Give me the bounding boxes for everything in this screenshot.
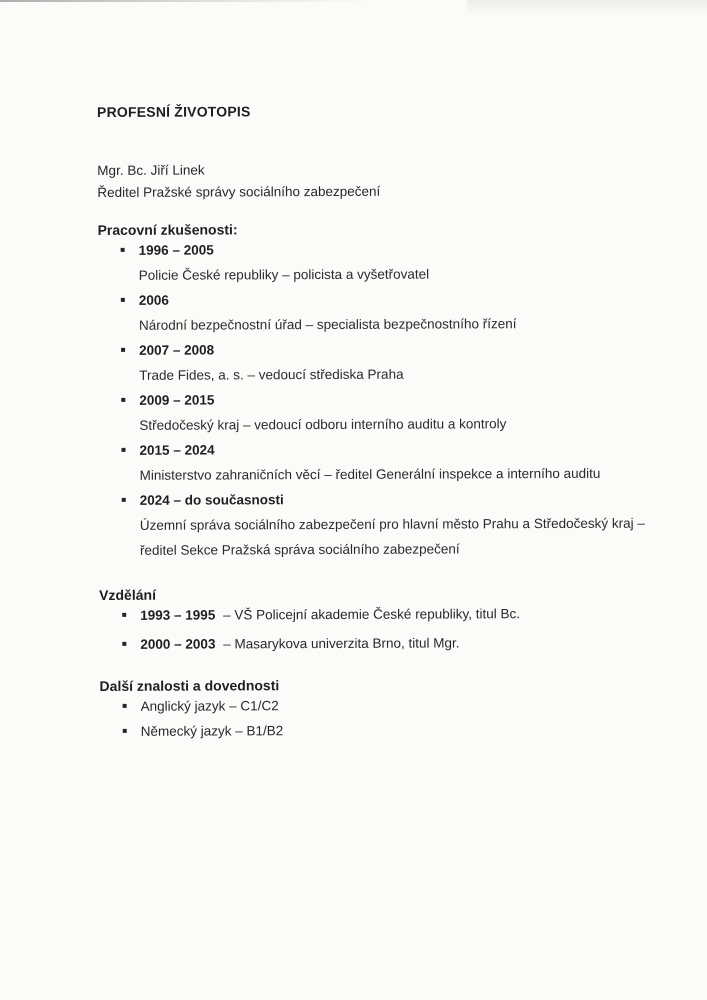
- education-detail: – Masarykova univerzita Brno, titul Mgr.: [223, 635, 460, 652]
- bullet-square-icon: [122, 613, 126, 617]
- bullet-square-icon: [122, 642, 126, 646]
- bullet-square-icon: [123, 729, 127, 733]
- bullet-square-icon: [123, 704, 127, 708]
- experience-item: [121, 435, 676, 487]
- position-description: Národní bezpečnostní úřad – specialista bezpečnostního řízení: [138, 316, 517, 333]
- experience-heading: Pracovní zkušenosti:: [97, 221, 238, 238]
- education-item: [122, 629, 677, 656]
- education-detail: – VŠ Policejní akademie České republiky, titul Bc.: [223, 606, 520, 623]
- skill-label: Německý jazyk – B1/B2: [140, 723, 284, 739]
- period-label: 2000 – 2003: [140, 636, 216, 652]
- cv-title: PROFESNÍ ŽIVOTOPIS: [97, 103, 251, 120]
- skill-item: [123, 691, 678, 718]
- education-list: [99, 600, 677, 657]
- skills-list: [100, 691, 678, 744]
- period-label: 2006: [138, 292, 169, 308]
- bullet-square-icon: [121, 248, 125, 252]
- position-description: Středočeský kraj – vedoucí odboru interního auditu a kontroly: [139, 416, 507, 433]
- skill-label: Anglický jazyk – C1/C2: [140, 698, 279, 714]
- position-description: Policie České republiky – policista a vyšetřovatel: [138, 266, 430, 283]
- period-label: 2024 – do současnosti: [139, 492, 284, 508]
- bullet-square-icon: [121, 398, 125, 402]
- person-block: [97, 157, 675, 204]
- experience-list: [98, 235, 677, 563]
- experience-item: [121, 385, 676, 437]
- scan-smudge-artifact: [467, 0, 707, 16]
- bullet-square-icon: [122, 448, 126, 452]
- person-role: Ředitel Pražské správy sociálního zabezpečení: [97, 183, 381, 200]
- period-label: 2015 – 2024: [139, 442, 215, 458]
- experience-item: [121, 235, 676, 287]
- experience-item: [121, 285, 676, 337]
- period-label: 1993 – 1995: [140, 607, 216, 623]
- bullet-square-icon: [121, 348, 125, 352]
- position-description: Ministerstvo zahraničních věcí – ředitel Generální inspekce a interního auditu: [139, 465, 601, 483]
- bullet-square-icon: [122, 498, 126, 502]
- experience-item: [122, 485, 677, 562]
- period-label: 2009 – 2015: [139, 392, 215, 408]
- period-label: 2007 – 2008: [139, 342, 215, 358]
- cv-page: [97, 101, 678, 744]
- education-heading: Vzdělání: [99, 586, 156, 603]
- bullet-square-icon: [121, 298, 125, 302]
- position-description: Trade Fides, a. s. – vedoucí střediska Praha: [139, 366, 404, 383]
- position-description: Územní správa sociálního zabezpečení pro hlavní město Prahu a Středočeský kraj – ředitel Sekce Pražská správa sociálního zabezpečení: [139, 515, 645, 558]
- skill-item: [123, 716, 678, 743]
- skills-heading: Další znalosti a dovednosti: [99, 677, 280, 694]
- period-label: 1996 – 2005: [138, 242, 214, 258]
- education-item: [122, 600, 677, 627]
- experience-item: [121, 335, 676, 387]
- scan-edge-artifact: [0, 0, 370, 2]
- person-name: Mgr. Bc. Jiří Linek: [97, 162, 205, 178]
